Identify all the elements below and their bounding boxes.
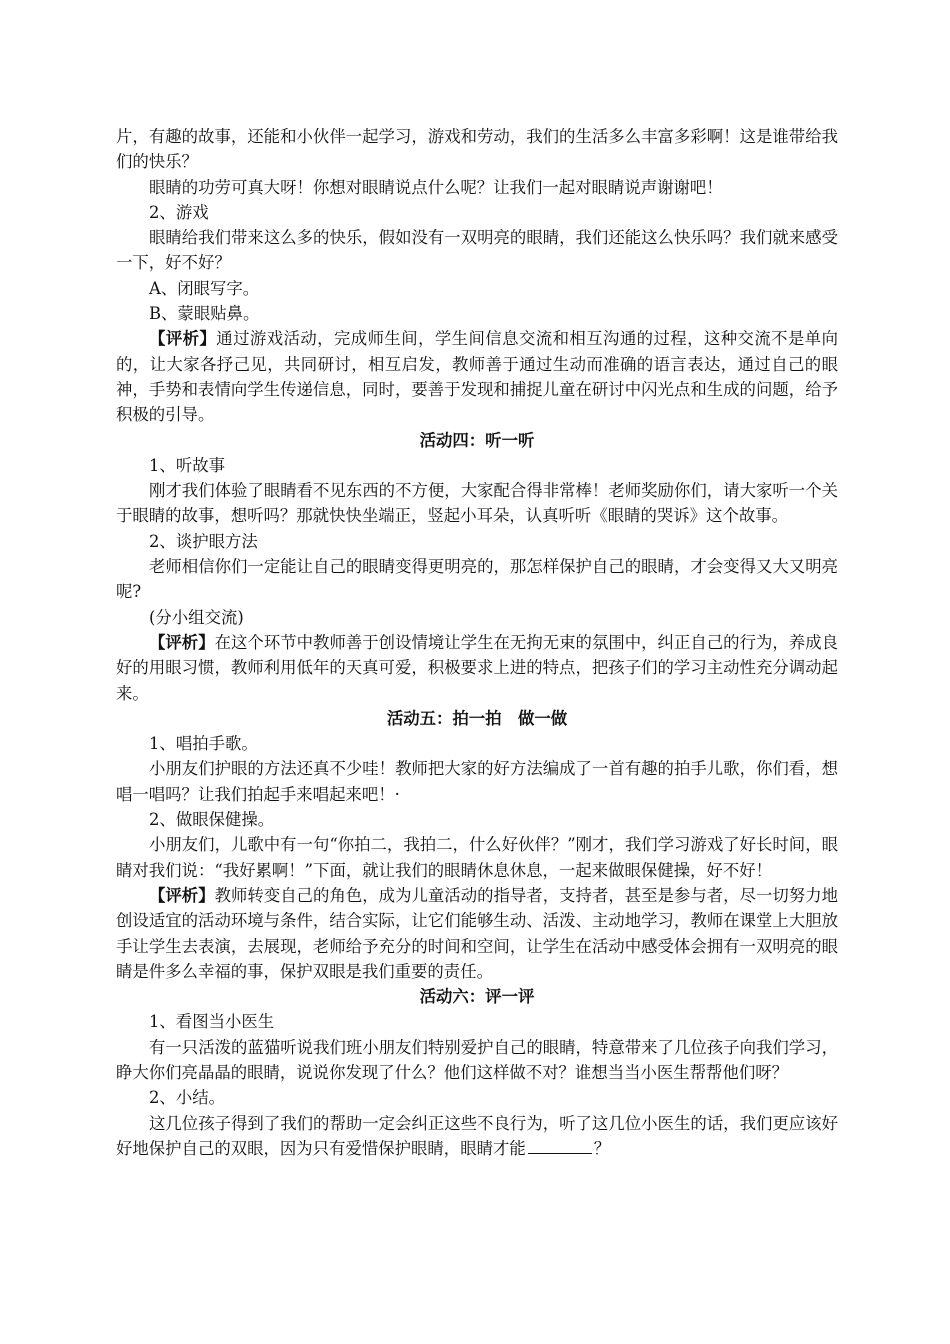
evaluation-tag: 【评析】: [149, 632, 215, 652]
paragraph: (分小组交流): [149, 607, 244, 627]
section-heading: 活动五：拍一拍 做一做: [386, 708, 568, 728]
paragraph: 小朋友们，儿歌中有一句“你拍二，我拍二，什么好伙伴？”刚才，我们学习游戏了好长时间，眼睛对我们说：“我好累啊！”下面，就让我们的眼睛休息休息，一起来做眼保健操，好不好！: [116, 835, 838, 880]
paragraph: 眼睛给我们带来这么多的快乐，假如没有一双明亮的眼睛，我们还能这么快乐吗？我们就来感受一下，好不好？: [116, 228, 838, 273]
document-body: [116, 124, 838, 1161]
list-item: B、蒙眼贴鼻。: [149, 304, 260, 324]
paragraph: 眼睛的功劳可真大呀！你想对眼睛说点什么呢？让我们一起对眼睛说声谢谢吧！: [149, 177, 723, 197]
section-heading: 活动四：听一听: [419, 430, 535, 450]
evaluation-text: 通过游戏活动，完成师生间，学生间信息交流和相互沟通的过程，这种交流不是单向的，让大家各抒己见，共同研讨，相互启发，教师善于通过生动而准确的语言表达，通过自己的眼神，手势和表情向学生传递信息，同时，要善于发现和捕捉儿童在研讨中闪光点和生成的问题，给予积极的引导。: [116, 329, 839, 425]
subheading: 2、游戏: [149, 202, 209, 222]
subheading: 2、小结。: [149, 1088, 225, 1108]
subheading: 1、唱拍手歌。: [149, 734, 258, 754]
evaluation-text: 在这个环节中教师善于创设情境让学生在无拘无束的氛围中，纠正自己的行为，养成良好的用眼习惯，教师利用低年的天真可爱，积极要求上进的特点，把孩子们的学习主动性充分调动起来。: [116, 632, 839, 703]
fill-in-blank: [528, 1139, 592, 1154]
paragraph-text: 这几位孩子得到了我们的帮助一定会纠正这些不良行为，听了这几位小医生的话，我们更应该好好地保护自己的双眼，因为只有爱惜保护眼睛，眼睛才能: [116, 1113, 838, 1158]
evaluation-tag: 【评析】: [149, 885, 215, 905]
evaluation-tag: 【评析】: [149, 329, 217, 349]
section-heading: 活动六：评一评: [419, 987, 535, 1007]
evaluation-paragraph: [116, 630, 838, 706]
subheading: 1、听故事: [149, 455, 225, 475]
subheading: 2、谈护眼方法: [149, 531, 258, 551]
evaluation-paragraph: [116, 883, 838, 984]
paragraph: [116, 1111, 838, 1162]
subheading: 2、做眼保健操。: [149, 810, 275, 830]
subheading: 1、看图当小医生: [149, 1012, 275, 1032]
paragraph: 刚才我们体验了眼睛看不见东西的不方便，大家配合得非常棒！老师奖励你们，请大家听一个关于眼睛的故事，想听吗？那就快快坐端正，竖起小耳朵，认真听听《眼睛的哭诉》这个故事。: [116, 481, 838, 526]
paragraph-end: ？: [593, 1138, 611, 1158]
paragraph: 老师相信你们一定能让自己的眼睛变得更明亮的，那怎样保护自己的眼睛，才会变得又大又明亮呢?: [116, 557, 838, 602]
list-item: A、闭眼写字。: [149, 278, 260, 298]
evaluation-text: 教师转变自己的角色，成为儿童活动的指导者，支持者，甚至是参与者，尽一切努力地创设适宜的活动环境与条件，结合实际，让它们能够生动、活泼、主动地学习，教师在课堂上大胆放手让学生去表演，去展现，老师给予充分的时间和空间，让学生在活动中感受体会拥有一双明亮的眼睛是件多么幸福的事，保护双眼是我们重要的责任。: [116, 885, 839, 981]
evaluation-paragraph: [116, 326, 838, 427]
paragraph: 小朋友们护眼的方法还真不少哇！教师把大家的好方法编成了一首有趣的拍手儿歌，你们看，想唱一唱吗？让我们拍起手来唱起来吧！·: [116, 759, 838, 804]
paragraph: 片，有趣的故事，还能和小伙伴一起学习，游戏和劳动，我们的生活多么丰富多彩啊！这是谁带给我们的快乐？: [116, 127, 838, 172]
paragraph: 有一只活泼的蓝猫听说我们班小朋友们特别爱护自己的眼睛，特意带来了几位孩子向我们学习，睁大你们亮晶晶的眼睛，说说你发现了什么？他们这样做不对？谁想当当小医生帮帮他们呀？: [116, 1037, 838, 1082]
